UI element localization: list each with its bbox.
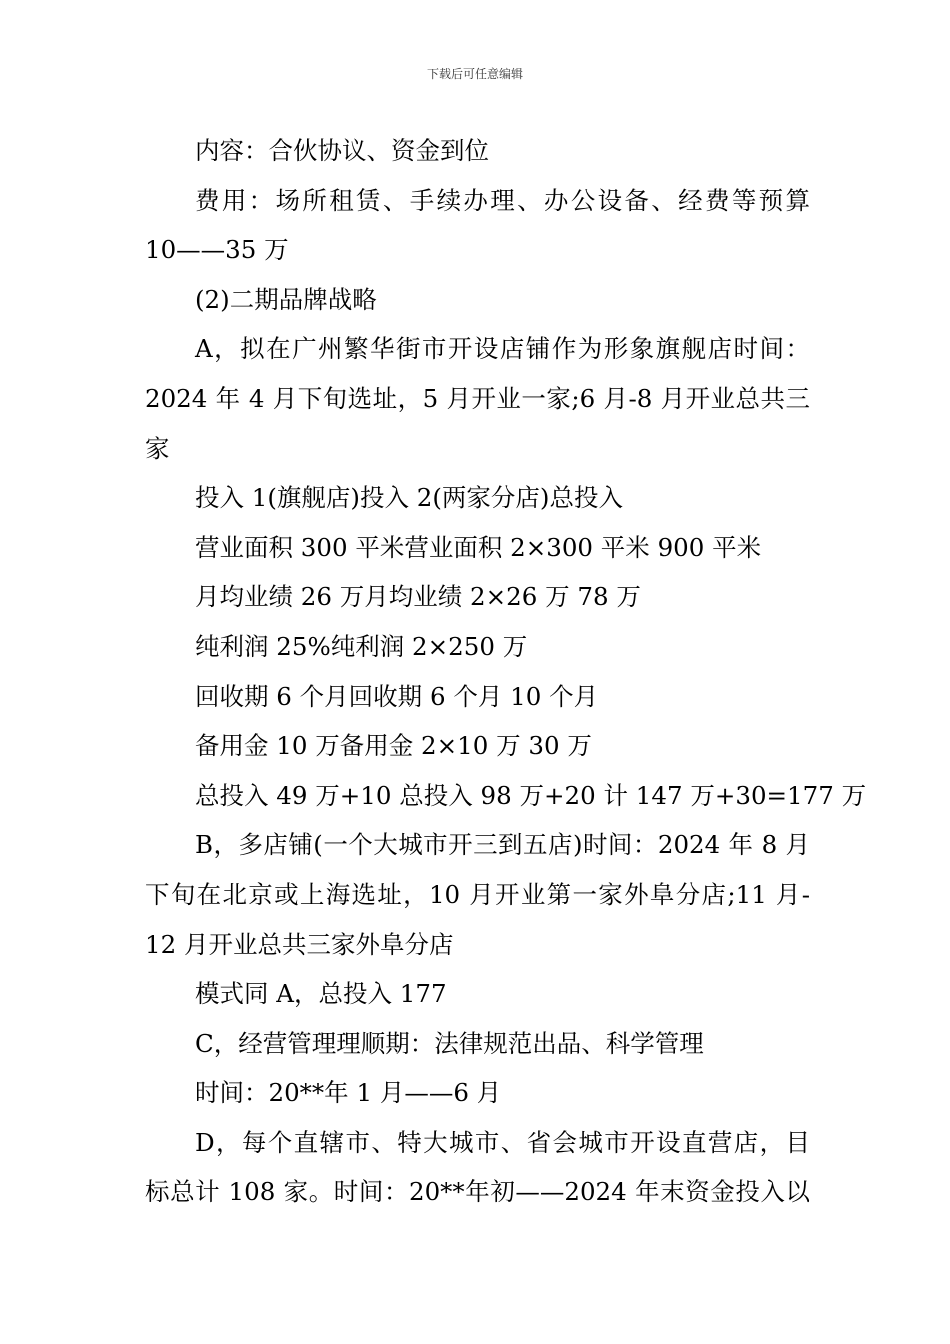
text-line: 内容：合伙协议、资金到位: [195, 136, 489, 165]
text-line: 模式同 A，总投入 177: [195, 979, 447, 1009]
text-line: 10——35 万: [145, 235, 289, 265]
text-line: 12 月开业总共三家外阜分店: [145, 929, 454, 959]
section-heading: (2)二期品牌战略: [195, 284, 377, 314]
text-line: 费用：场所租赁、手续办理、办公设备、经费等预算: [195, 185, 810, 215]
text-line: 纯利润 25%纯利润 2×250 万: [195, 631, 528, 661]
page-header: 下载后可任意编辑: [426, 67, 523, 81]
text-line: 总投入 49 万+10 总投入 98 万+20 计 147 万+30=177 万: [195, 780, 867, 810]
document-body: [145, 126, 867, 1217]
text-line: 回收期 6 个月回收期 6 个月 10 个月: [195, 681, 599, 711]
text-line: 时间：20**年 1 月——6 月: [195, 1078, 502, 1108]
text-line: C，经营管理理顺期：法律规范出品、科学管理: [195, 1028, 704, 1058]
text-line: A，拟在广州繁华街市开设店铺作为形象旗舰店时间：: [195, 334, 810, 364]
text-line: 营业面积 300 平米营业面积 2×300 平米 900 平米: [195, 532, 762, 562]
text-line: 标总计 108 家。时间：20**年初——2024 年末资金投入以: [145, 1177, 810, 1207]
text-line: 月均业绩 26 万月均业绩 2×26 万 78 万: [195, 582, 641, 612]
text-line: 下旬在北京或上海选址，10 月开业第一家外阜分店;11 月-: [145, 879, 810, 909]
text-line: 家: [145, 433, 170, 463]
text-line: 备用金 10 万备用金 2×10 万 30 万: [195, 731, 592, 761]
text-line: 投入 1(旗舰店)投入 2(两家分店)总投入: [195, 483, 623, 513]
text-line: 2024 年 4 月下旬选址，5 月开业一家;6 月-8 月开业总共三: [145, 383, 810, 413]
text-line: B，多店铺(一个大城市开三到五店)时间：2024 年 8 月: [195, 830, 810, 860]
text-line: D，每个直辖市、特大城市、省会城市开设直营店，目: [195, 1127, 810, 1157]
